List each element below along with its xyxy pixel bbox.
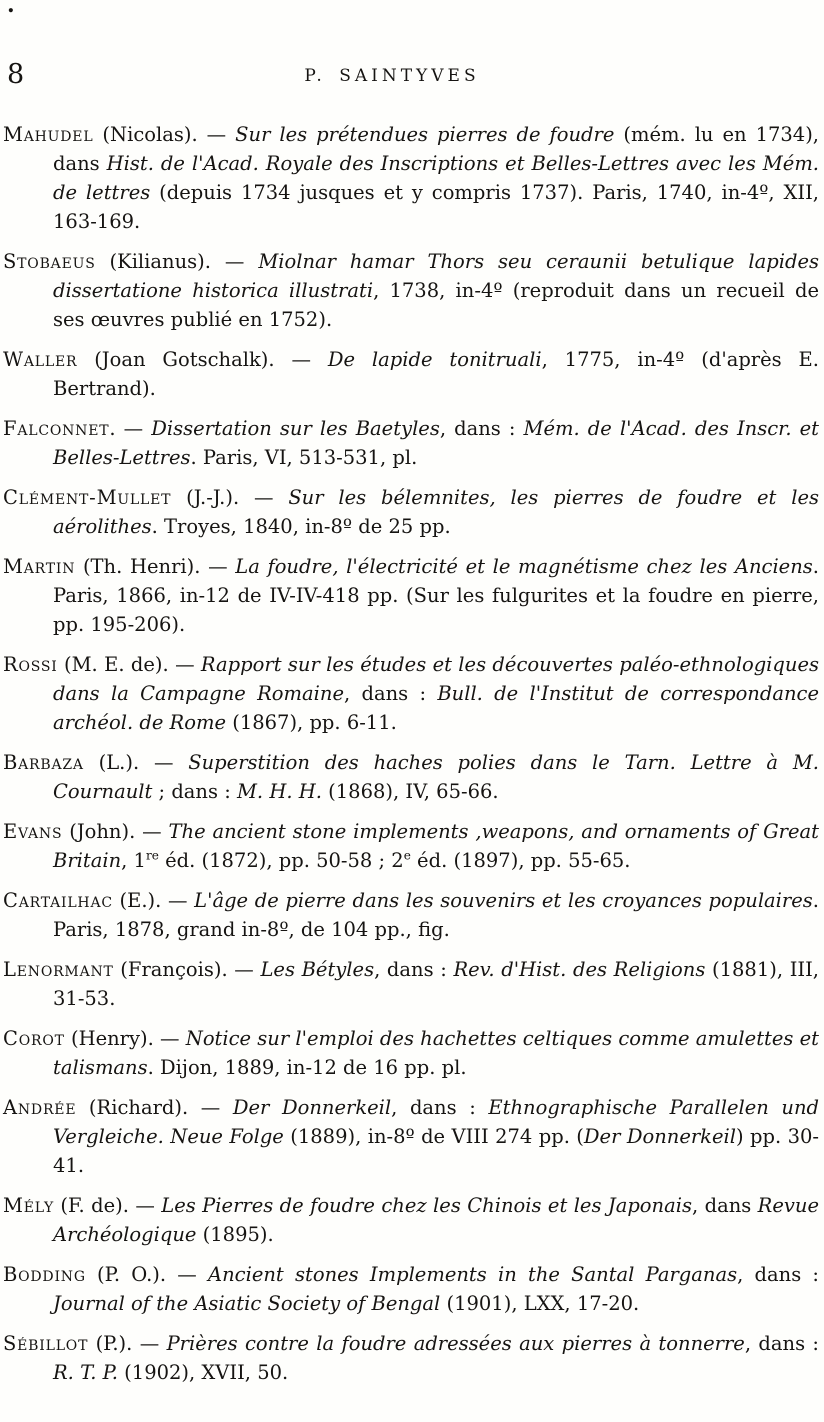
work-title: Miolnar hamar Thors seu ceraunii betulique lapides dissertatione historica illustrati xyxy=(53,250,819,302)
entry-text: . Troyes, 1840, in-8º de 25 pp. xyxy=(151,515,451,538)
work-title: Rev. d'Hist. des Religions xyxy=(453,958,706,981)
work-title: Revue Archéologique xyxy=(53,1194,820,1246)
entry-text: , 1775, in-4º (d'après E. Bertrand). xyxy=(53,348,819,400)
scan-artifact-dot: . xyxy=(7,0,15,18)
bibliography-entry xyxy=(3,1024,819,1082)
entry-text: (1902), XVII, 50. xyxy=(117,1361,289,1384)
bibliography-entry xyxy=(3,552,819,639)
work-title: Les Pierres de foudre chez les Chinois et les Japonais xyxy=(161,1194,692,1217)
entry-text: , dans : xyxy=(744,1332,820,1355)
work-title: La foudre, l'électricité et le magnétisme chez les Anciens xyxy=(235,555,813,578)
entry-text: (J.-J.). — xyxy=(171,486,289,509)
bibliography-entry xyxy=(3,817,819,875)
entry-text: (1881), III, 31-53. xyxy=(53,958,819,1010)
work-title: Hist. de l'Acad. Royale des Inscriptions et Belles-Lettres avec les Mém. de lettres xyxy=(53,152,820,204)
bibliography-entry xyxy=(3,1329,819,1387)
page-number: 8 xyxy=(7,59,25,90)
entry-text: (depuis 1734 jusques et y compris 1737). Paris, 1740, in-4º, XII, 163-169. xyxy=(53,181,819,233)
work-title: Bull. de l'Institut de correspondance archéol. de Rome xyxy=(53,682,819,734)
entry-text: ) pp. 30-41. xyxy=(53,1125,820,1177)
author-name: Martin xyxy=(3,555,76,578)
entry-text: (E.). — xyxy=(112,889,195,912)
author-name: Falconnet xyxy=(3,417,110,440)
work-title: Der Donnerkeil xyxy=(583,1125,737,1148)
entry-text: , dans : xyxy=(374,958,454,981)
bibliography-entry xyxy=(3,955,819,1013)
bibliography-entry xyxy=(3,120,819,236)
entry-text: (1868), IV, 65-66. xyxy=(321,780,499,803)
author-name: Sébillot xyxy=(3,1332,89,1355)
entry-text: , dans : xyxy=(439,417,524,440)
bibliography-entry xyxy=(3,414,819,472)
entry-text: (Richard). — xyxy=(76,1096,233,1119)
bibliography-entry xyxy=(3,345,819,403)
entry-text: , dans : xyxy=(737,1263,820,1286)
author-name: Cartailhac xyxy=(3,889,113,912)
entry-text: , dans : xyxy=(391,1096,489,1119)
work-title: Ancient stones Implements in the Santal Parganas xyxy=(208,1263,738,1286)
entry-text: (Nicolas). — xyxy=(93,123,236,146)
author-name: Clément-Mullet xyxy=(3,486,172,509)
entry-text: , 1 xyxy=(121,849,146,872)
bibliography-entry xyxy=(3,650,819,737)
page-header xyxy=(0,60,824,96)
author-name: Corot xyxy=(3,1027,65,1050)
entry-text: , dans xyxy=(691,1194,758,1217)
author-name: Bodding xyxy=(3,1263,86,1286)
entry-text: . Dijon, 1889, in-12 de 16 pp. pl. xyxy=(147,1056,467,1079)
entry-text: (Joan Gotschalk). — xyxy=(77,348,328,371)
bibliography-list xyxy=(0,120,824,1387)
entry-text: (François). — xyxy=(113,958,261,981)
work-title: Journal of the Asiatic Society of Bengal xyxy=(53,1292,441,1315)
entry-text: . Paris, 1866, in-12 de IV-IV-418 pp. (Sur les fulgurites et la foudre en pierre, pp. 195-206). xyxy=(53,555,819,636)
entry-text: (1889), in-8º de VIII 274 pp. ( xyxy=(283,1125,584,1148)
bibliography-entry xyxy=(3,1191,819,1249)
entry-text: ; dans : xyxy=(152,780,237,803)
entry-text: , 1738, in-4º (reproduit dans un recueil de ses œuvres publié en 1752). xyxy=(53,279,819,331)
work-title: Prières contre la foudre adressées aux pierres à tonnerre xyxy=(166,1332,745,1355)
work-title: M. H. H. xyxy=(236,780,322,803)
bibliography-entry xyxy=(3,748,819,806)
author-name: Waller xyxy=(3,348,78,371)
bibliography-entry xyxy=(3,1260,819,1318)
superscript-text: e xyxy=(403,848,411,863)
work-title: De lapide tonitruali xyxy=(327,348,542,371)
superscript-text: re xyxy=(145,848,159,863)
entry-text: (L.). — xyxy=(83,751,189,774)
entry-text: (John). — xyxy=(62,820,169,843)
entry-text: . — xyxy=(109,417,152,440)
bibliography-entry xyxy=(3,886,819,944)
entry-text: (Kilianus). — xyxy=(95,250,259,273)
author-name: Rossi xyxy=(3,653,58,676)
bibliography-entry xyxy=(3,247,819,334)
work-title: Mém. de l'Acad. des Inscr. et Belles-Lettres xyxy=(53,417,819,469)
work-title: R. T. P. xyxy=(53,1361,118,1384)
entry-text: (P. O.). — xyxy=(85,1263,209,1286)
author-name: Stobaeus xyxy=(3,250,96,273)
work-title: The ancient stone implements ,weapons, and ornaments of Great Britain xyxy=(53,820,820,872)
entry-text: (1867), pp. 6-11. xyxy=(226,711,397,734)
entry-text: (mém. lu en 1734), dans xyxy=(53,123,820,175)
bibliography-entry xyxy=(3,483,819,541)
work-title: Notice sur l'emploi des hachettes celtiques comme amulettes et talismans xyxy=(53,1027,819,1079)
work-title: Sur les prétendues pierres de foudre xyxy=(235,123,615,146)
author-name: Mahudel xyxy=(3,123,94,146)
entry-text: (Henry). — xyxy=(64,1027,186,1050)
work-title: Sur les bélemnites, les pierres de foudre et les aérolithes xyxy=(53,486,819,538)
author-name: Lenormant xyxy=(3,958,114,981)
entry-text: (Th. Henri). — xyxy=(75,555,236,578)
running-header: P. SAINTYVES xyxy=(304,66,480,86)
work-title: Rapport sur les études et les découvertes paléo-ethnologiques dans la Campagne Romaine xyxy=(53,653,820,705)
author-name: Mély xyxy=(3,1194,55,1217)
entry-text: , dans : xyxy=(344,682,438,705)
entry-text: (P.). — xyxy=(88,1332,167,1355)
work-title: Dissertation sur les Baetyles xyxy=(151,417,440,440)
entry-text: (1895). xyxy=(196,1223,274,1246)
author-name: Andrée xyxy=(3,1096,77,1119)
work-title: Ethnographische Parallelen und Vergleiche. Neue Folge xyxy=(53,1096,820,1148)
work-title: Der Donnerkeil xyxy=(232,1096,392,1119)
work-title: Superstition des haches polies dans le Tarn. Lettre à M. Cournault xyxy=(53,751,819,803)
bibliography-entry xyxy=(3,1093,819,1180)
entry-text: éd. (1872), pp. 50-58 ; 2 xyxy=(158,849,404,872)
entry-text: (1901), LXX, 17-20. xyxy=(440,1292,640,1315)
entry-text: . Paris, VI, 513-531, pl. xyxy=(190,446,418,469)
entry-text: (M. E. de). — xyxy=(57,653,201,676)
work-title: L'âge de pierre dans les souvenirs et les croyances populaires xyxy=(194,889,813,912)
author-name: Evans xyxy=(3,820,63,843)
author-name: Barbaza xyxy=(3,751,84,774)
work-title: Les Bétyles xyxy=(260,958,375,981)
entry-text: (F. de). — xyxy=(54,1194,162,1217)
entry-text: éd. (1897), pp. 55-65. xyxy=(410,849,631,872)
entry-text: . Paris, 1878, grand in-8º, de 104 pp., fig. xyxy=(53,889,819,941)
